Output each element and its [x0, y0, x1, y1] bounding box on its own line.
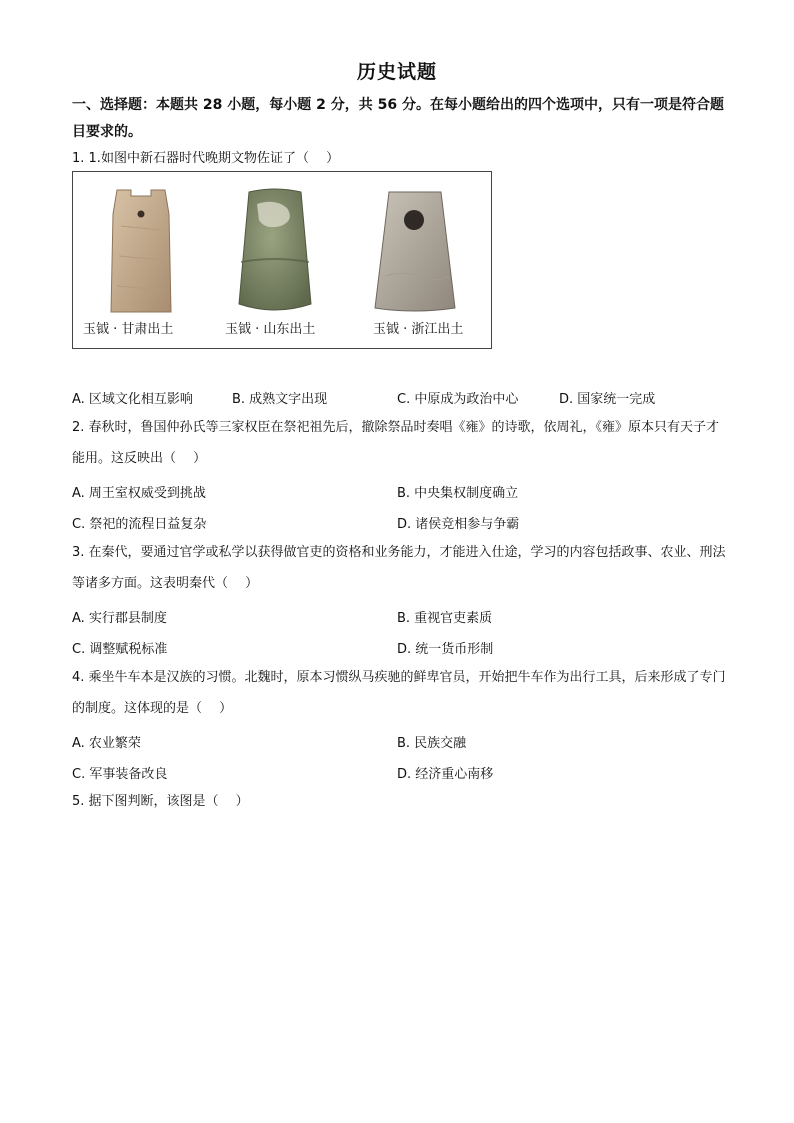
q4-option-b[interactable]: B. 民族交融 [397, 736, 467, 751]
question-5-stem: 5. 据下图判断，该图是（ ） [72, 794, 249, 809]
caption-gansu: 玉钺 · 甘肃出土 [83, 322, 174, 337]
jade-yue-shandong-image [225, 186, 325, 316]
jade-yue-zhejiang-image [365, 186, 465, 316]
q1-option-a[interactable]: A. 区域文化相互影响 [72, 392, 193, 407]
q4-option-a[interactable]: A. 农业繁荣 [72, 736, 141, 751]
question-3-stem: 3. 在秦代，要通过官学或私学以获得做官吏的资格和业务能力，才能进入仕途，学习的内容包括政事、农业、刑法等诸多方面。这表明秦代（ ） [72, 545, 726, 591]
q3-option-a[interactable]: A. 实行郡县制度 [72, 611, 167, 626]
question-4-stem: 4. 乘坐牛车本是汉族的习惯。北魏时，原本习惯纵马疾驰的鲜卑官员，开始把牛车作为出行工具，后来形成了专门的制度。这体现的是（ ） [72, 670, 726, 716]
q2-option-d[interactable]: D. 诸侯竞相参与争霸 [397, 517, 520, 532]
section-heading: 一、选择题：本题共 28 小题，每小题 2 分，共 56 分。在每小题给出的四个选项中，只有一项是符合题目要求的。 [72, 97, 724, 140]
q2-option-b[interactable]: B. 中央集权制度确立 [397, 486, 519, 501]
artifact-figure [72, 171, 492, 349]
caption-shandong: 玉钺 · 山东出土 [225, 322, 316, 337]
q1-option-b[interactable]: B. 成熟文字出现 [232, 392, 328, 407]
page-title: 历史试题 [356, 61, 437, 83]
q4-option-c[interactable]: C. 军事装备改良 [72, 767, 168, 782]
q3-option-c[interactable]: C. 调整赋税标准 [72, 642, 168, 657]
jade-yue-gansu-image [91, 186, 191, 316]
q4-option-d[interactable]: D. 经济重心南移 [397, 767, 494, 782]
caption-zhejiang: 玉钺 · 浙江出土 [373, 322, 464, 337]
q1-option-c[interactable]: C. 中原成为政治中心 [397, 392, 519, 407]
q2-option-a[interactable]: A. 周王室权威受到挑战 [72, 486, 206, 501]
q2-option-c[interactable]: C. 祭祀的流程日益复杂 [72, 517, 207, 532]
q1-option-d[interactable]: D. 国家统一完成 [559, 392, 656, 407]
question-1-stem: 1. 1.如图中新石器时代晚期文物佐证了（ ） [72, 151, 340, 166]
q3-option-d[interactable]: D. 统一货币形制 [397, 642, 494, 657]
question-2-stem: 2. 春秋时，鲁国仲孙氏等三家权臣在祭祀祖先后，撤除祭品时奏唱《雍》的诗歌，依周礼，《雍》原本只有天子才能用。这反映出（ ） [72, 420, 720, 466]
q3-option-b[interactable]: B. 重视官吏素质 [397, 611, 493, 626]
